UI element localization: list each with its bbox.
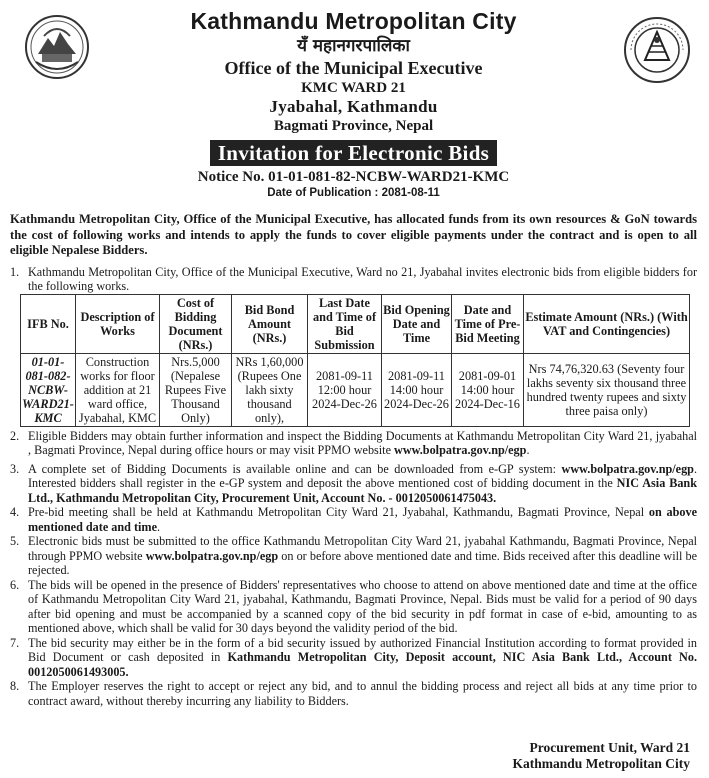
location: Jyabahal, Kathmandu [269,97,438,116]
table-header: Last Date and Time of Bid Submission [308,294,382,353]
list-item: 3. A complete set of Bidding Documents is available online and can be downloaded from e-GP system: www.bolpatra.gov.np/egp. Interested bidders shall register in the e-GP system and deposit the above mentioned cost of bidding document in the NIC Asia Bank Ltd., Kathmandu Metropolitan City, Procurement Unit, Account No. - 0012050061475043. [10,461,697,505]
list-item: 4. Pre-bid meeting shall be held at Kathmandu Metropolitan City Ward 21, Jyabahal, Kathmandu, Bagmati Province, Nepal on above mentioned date and time. [10,505,697,534]
list-item: 7. The bid security may either be in the form of a bid security issued by authorized Financial Institution according to format provided in Bid Document or cash deposited in Kathmandu Metropolitan City, Deposit account, NIC Asia Bank Ltd., Account No. 0012050061493005. [10,635,698,679]
kmc-emblem-logo [24,14,90,80]
notice-number: Notice No. 01-01-081-82-NCBW-WARD21-KMC [197,169,510,185]
table-cell: NRs 1,60,000 (Rupees One lakh sixty thousand only), [232,353,308,426]
intro-paragraph: Kathmandu Metropolitan City, Office of the Municipal Executive, has allocated funds from its own resources & GoN towards the cost of following works and intends to apply the funds to cover eligible payments under the contract and is open to all eligible Nepalese Bidders. [10,212,697,257]
table-cell: Nrs.5,000 (Nepalese Rupees Five Thousand Only) [160,353,232,426]
list-item: 1. Kathmandu Metropolitan City, Office of the Municipal Executive, Ward no 21, Jyabahal invites electronic bids from eligible bidders for the following works. [10,264,697,293]
signature-line: Procurement Unit, Ward 21 [529,740,690,755]
table-cell: 2081-09-11 14:00 hour 2024-Dec-26 [382,353,452,426]
table-header: Bid Bond Amount (NRs.) [232,294,308,353]
table-header: Estimate Amount (NRs.) (With VAT and Contingencies) [524,294,690,353]
city-title: Kathmandu Metropolitan City [190,8,517,34]
table-header: Cost of Bidding Document (NRs.) [160,294,232,353]
table-cell: 01-01-081-082-NCBW-WARD21-KMC [22,354,74,425]
table-cell: 2081-09-01 14:00 hour 2024-Dec-16 [452,353,524,426]
table-cell: 2081-09-11 12:00 hour 2024-Dec-26 [308,353,382,426]
notice-header [10,8,697,204]
table-header: IFB No. [21,294,76,353]
list-item: 6. The bids will be opened in the presence of Bidders' representatives who choose to attend on above mentioned date and time at the office of Kathmandu Metropolitan City Ward 21, jyabahal, Kathmandu, Bagmati Province, Nepal. Bids must be valid for a period of 90 days after bid opening and must be accompanied by a scanned copy of the bid security in pdf format in case of e-bid, amounting to as mentioned above, which shall be valid for 30 days beyond the validity period of the bid. [10,577,697,635]
table-header: Bid Opening Date and Time [382,294,452,353]
table-header: Date and Time of Pre-Bid Meeting [452,294,524,353]
bids-table [20,294,690,427]
table-header-row [21,294,690,353]
table-header: Description of Works [76,294,160,353]
table-cell: Construction works for floor addition at 21 ward office, Jyabahal, KMC [76,353,160,426]
list-item: 8. The Employer reserves the right to accept or reject any bid, and to annul the bidding process and reject all bids at any time prior to contract award, without thereby incurring any liability to Bidders. [10,679,697,708]
office-name: Office of the Municipal Executive [224,58,483,78]
province: Bagmati Province, Nepal [273,118,434,134]
publication-date: Date of Publication : 2081-08-11 [267,187,440,199]
signature-line: Kathmandu Metropolitan City [512,756,690,771]
invitation-banner: Invitation for Electronic Bids [210,140,497,166]
list-item: 2. Eligible Bidders may obtain further information and inspect the Bidding Documents at Kathmandu Metropolitan City Ward 21, jyabahal , Bagmati Province, Nepal during office hours or may visit PPMO website www.bolpatra.gov.np/egp. [10,428,697,457]
ward-name: KMC WARD 21 [301,80,406,96]
signature-block [512,740,690,772]
table-cell: Nrs 74,76,320.63 (Seventy four lakhs seventy six thousand three hundred twenty rupees and sixty three paisa only) [524,353,690,426]
kmc-seal-logo [623,16,691,84]
table-row [21,353,690,426]
list-item: 5. Electronic bids must be submitted to the office Kathmandu Metropolitan City Ward 21, jyabahal Kathmandu, Bagmati Province, Nepal through PPMO website www.bolpatra.gov.np/egp on or before above mentioned date and time. Bids received after this deadline will be rejected. [10,534,697,577]
city-title-devanagari: यँ महानगरपालिका [297,36,410,56]
